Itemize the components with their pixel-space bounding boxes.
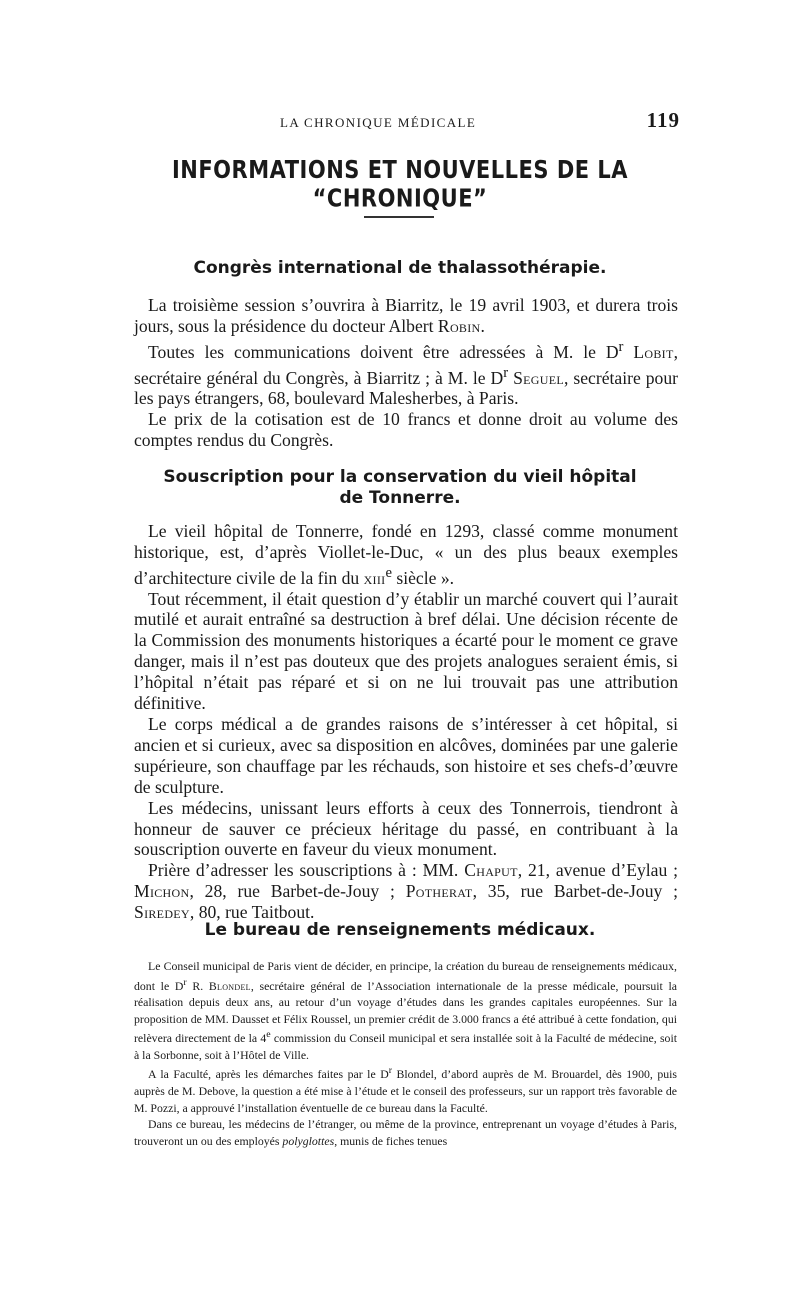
superscript: r xyxy=(503,364,509,381)
superscript: e xyxy=(266,1029,271,1041)
small-caps-name: Lobit xyxy=(633,341,674,362)
running-title: LA CHRONIQUE MÉDICALE xyxy=(280,115,477,130)
section-body-souscription xyxy=(134,521,678,923)
superscript: e xyxy=(385,564,392,581)
section-heading-bureau: Le bureau de renseignements médicaux. xyxy=(204,920,596,940)
section-body-thalassotherapie xyxy=(134,295,678,451)
paragraph: Dans ce bureau, les médecins de l’étranger, ou même de la province, entreprenant un voyage d’études à Paris, trouveront un ou des employés polyglottes, munis de fiches tenues xyxy=(134,1117,677,1148)
paragraph: Tout récemment, il était question d’y établir un marché couvert qui l’aurait mutilé et aurait entraîné sa destruction à bref délai. Une décision récente de la Commission des monuments historiques a écarté pour le moment ce grave danger, mais il n’est pas douteux que des projets analogues seraient émis, si l’hôpital n’était pas réparé et si on ne lui trouvait pas une attribution définitive. xyxy=(134,588,678,714)
superscript: r xyxy=(618,338,624,355)
main-title: INFORMATIONS ET NOUVELLES DE LA “CHRONIQUE” xyxy=(171,155,629,213)
small-caps-name: Siredey xyxy=(134,902,190,923)
section-heading-line: Souscription pour la conservation du vieil hôpital xyxy=(163,467,637,487)
paragraph: La troisième session s’ouvrira à Biarritz, le 19 avril 1903, et durera trois jours, sous la présidence du docteur Albert Robin. xyxy=(134,295,678,336)
paragraph: A la Faculté, après les démarches faites par le $D^r$ Blondel, d’abord auprès de M. Brouardel, dès 1900, puis auprès de M. Debove, la question a été mise à l’étude et le conseil des professeurs, sur un rapport très favorable de M. Pozzi, a approuvé l’installation éventuelle de ce bureau dans la Faculté. xyxy=(134,1065,677,1115)
paragraph: Prière d’adresser les souscriptions à : MM. Chaput, 21, avenue d’Eylau ; Michon, 28, rue Barbet-de-Jouy ; Potherat, 35, rue Barbet-de-Jouy ; Siredey, 80, rue Taitbout. xyxy=(134,860,679,923)
superscript: r xyxy=(388,1065,392,1077)
paragraph: Le prix de la cotisation est de 10 francs et donne droit au volume des comptes rendus du Congrès. xyxy=(134,409,678,451)
italic-text: polyglottes xyxy=(282,1133,335,1148)
small-caps-name: Chaput xyxy=(464,860,518,881)
small-caps-name: Michon xyxy=(134,881,190,902)
page-number: 119 xyxy=(646,108,680,132)
small-caps-name: Seguel xyxy=(513,367,564,388)
small-caps-name: Potherat xyxy=(405,881,473,902)
running-header xyxy=(280,108,680,133)
small-caps-name: Blondel xyxy=(208,978,251,993)
paragraph: Le corps médical a de grandes raisons de s’intéresser à cet hôpital, si ancien et si curieux, avec sa disposition en alcôves, dominées par une galerie supérieure, son chauffage par les réchauds, son histoire et ses chefs-d’œuvre de sculpture. xyxy=(134,714,678,797)
section-heading-line: de Tonnerre. xyxy=(339,488,461,508)
paragraph: Le vieil hôpital de Tonnerre, fondé en 1293, classé comme monument historique, est, d’après Viollet-le-Duc, « un des plus beaux exemples d’architecture civile de la fin du xiii$^e$ siècle ». xyxy=(134,521,678,588)
small-caps-name: xiii xyxy=(363,567,386,588)
section-heading-souscription xyxy=(130,467,670,509)
title-rule xyxy=(364,216,434,218)
paragraph: Les médecins, unissant leurs efforts à ceux des Tonnerrois, tiendront à honneur de sauver ce précieux héritage du passé, en contribuant à la souscription ouverte en faveur du vieux monument. xyxy=(134,797,678,860)
paragraph: Toutes les communications doivent être adressées à M. le $D^r$ Lobit, secrétaire général du Congrès, à Biarritz ; à M. le $D^r$ Seguel, secrétaire pour les pays étrangers, 68, boulevard Malesherbes, à Paris. xyxy=(134,338,678,409)
section-body-bureau xyxy=(134,958,677,1149)
superscript: r xyxy=(183,976,187,988)
paragraph: Le Conseil municipal de Paris vient de décider, en principe, la création du bureau de renseignements médicaux, dont le $D^r$ R. Blondel, secrétaire général de l’Association internationale de la presse médicale, poursuit la réalisation depuis deux ans, au retour d’un voyage d’études dans les grandes capitales européennes. Sur la proposition de MM. Dausset et Félix Roussel, un premier crédit de 3.000 francs a été attribué à cette fondation, qui relèvera directement de la 4e commission du Conseil municipal et sera installée soit à la Faculté de médecine, soit à la Sorbonne, soit à l’Hôtel de Ville. xyxy=(134,959,678,1062)
small-caps-name: Robin xyxy=(437,315,481,336)
section-heading-thalassotherapie: Congrès international de thalassothérapie. xyxy=(193,258,607,278)
